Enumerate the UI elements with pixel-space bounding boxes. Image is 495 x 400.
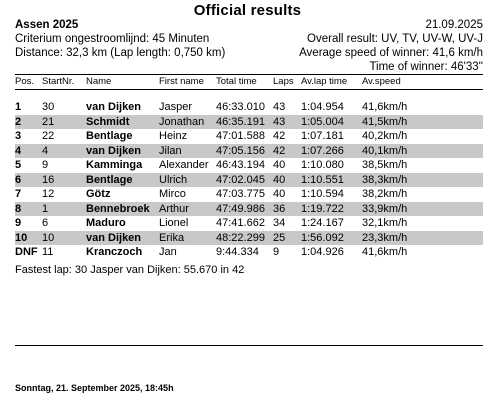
table-row bbox=[15, 158, 483, 173]
cell-pos: 8 bbox=[15, 202, 22, 215]
cell-pos: 10 bbox=[15, 231, 28, 244]
cell-nr: 22 bbox=[42, 130, 55, 142]
cell-avlap: 1:07.266 bbox=[301, 144, 344, 157]
cell-avspeed: 38,5km/h bbox=[362, 159, 408, 171]
cell-total: 46:35.191 bbox=[216, 115, 265, 128]
column-headers bbox=[15, 75, 483, 89]
cell-laps: 43 bbox=[273, 101, 286, 113]
cell-pos: 2 bbox=[15, 115, 22, 128]
cell-avlap: 1:10.551 bbox=[301, 173, 344, 186]
table-row bbox=[15, 187, 483, 202]
cell-laps: 40 bbox=[273, 173, 286, 186]
overall-result: Overall result: UV, TV, UV-W, UV-J bbox=[307, 33, 483, 45]
cell-avlap: 1:05.004 bbox=[301, 115, 344, 128]
cell-first: Jilan bbox=[159, 144, 182, 157]
cell-nr: 12 bbox=[42, 188, 55, 200]
col-av-lap-time: Av.lap time bbox=[301, 76, 348, 87]
cell-avlap: 1:04.926 bbox=[301, 246, 344, 258]
cell-first: Arthur bbox=[159, 202, 189, 215]
cell-laps: 25 bbox=[273, 231, 286, 244]
cell-nr: 4 bbox=[42, 144, 49, 157]
cell-avlap: 1:56.092 bbox=[301, 231, 344, 244]
cell-name: van Dijken bbox=[86, 101, 142, 113]
cell-pos: 5 bbox=[15, 159, 22, 171]
cell-name: Bennebroek bbox=[86, 202, 150, 215]
col-total-time: Total time bbox=[216, 76, 257, 87]
cell-name: Maduro bbox=[86, 217, 126, 229]
cell-first: Heinz bbox=[159, 130, 188, 142]
cell-avspeed: 38,2km/h bbox=[362, 188, 408, 200]
cell-first: Erika bbox=[159, 231, 185, 244]
cell-avlap: 1:10.594 bbox=[301, 188, 344, 200]
cell-laps: 36 bbox=[273, 202, 286, 215]
cell-pos: 9 bbox=[15, 217, 22, 229]
table-row bbox=[15, 173, 483, 188]
cell-avspeed: 32,1km/h bbox=[362, 217, 408, 229]
cell-laps: 40 bbox=[273, 188, 286, 200]
cell-avspeed: 23,3km/h bbox=[362, 231, 408, 244]
cell-first: Jan bbox=[159, 246, 177, 258]
cell-total: 47:41.662 bbox=[216, 217, 265, 229]
cell-total: 47:05.156 bbox=[216, 144, 265, 157]
cell-total: 47:01.588 bbox=[216, 130, 265, 142]
col-first-name: First name bbox=[159, 76, 204, 87]
cell-total: 46:43.194 bbox=[216, 159, 265, 171]
fastest-lap: Fastest lap: 30 Jasper van Dijken: 55.670 in 42 bbox=[15, 264, 245, 276]
cell-nr: 11 bbox=[42, 246, 54, 258]
cell-first: Alexander bbox=[159, 159, 209, 171]
cell-total: 9:44.334 bbox=[216, 246, 259, 258]
col-av-speed: Av.speed bbox=[362, 76, 401, 87]
table-row bbox=[15, 100, 483, 115]
table-row bbox=[15, 216, 483, 231]
cell-avspeed: 38,3km/h bbox=[362, 173, 408, 186]
average-speed-winner: Average speed of winner: 41,6 km/h bbox=[299, 47, 483, 59]
cell-pos: 3 bbox=[15, 130, 22, 142]
cell-nr: 21 bbox=[42, 115, 55, 128]
cell-name: Bentlage bbox=[86, 173, 133, 186]
cell-name: Schmidt bbox=[86, 115, 130, 128]
cell-pos: 7 bbox=[15, 188, 22, 200]
cell-nr: 16 bbox=[42, 173, 55, 186]
cell-total: 46:33.010 bbox=[216, 101, 265, 113]
cell-name: van Dijken bbox=[86, 144, 142, 157]
header-bottom-rule bbox=[15, 89, 483, 90]
cell-first: Mirco bbox=[159, 188, 186, 200]
cell-nr: 9 bbox=[42, 159, 49, 171]
cell-pos: 4 bbox=[15, 144, 22, 157]
cell-nr: 1 bbox=[42, 202, 49, 215]
page-title: Official results bbox=[193, 2, 302, 19]
table-row bbox=[15, 245, 483, 260]
cell-avspeed: 33,9km/h bbox=[362, 202, 408, 215]
table-row bbox=[15, 129, 483, 144]
cell-first: Jasper bbox=[159, 101, 193, 113]
race-description: Criterium ongestroomlijnd: 45 Minuten bbox=[15, 33, 210, 45]
col-name: Name bbox=[86, 76, 112, 87]
cell-laps: 42 bbox=[273, 130, 286, 142]
cell-avspeed: 40,2km/h bbox=[362, 130, 408, 142]
cell-nr: 30 bbox=[42, 101, 55, 113]
col-pos: Pos. bbox=[15, 76, 35, 87]
cell-total: 47:49.986 bbox=[216, 202, 265, 215]
cell-name: Götz bbox=[86, 188, 111, 200]
cell-avlap: 1:19.722 bbox=[301, 202, 344, 215]
cell-first: Lionel bbox=[159, 217, 189, 229]
cell-avlap: 1:10.080 bbox=[301, 159, 344, 171]
cell-avlap: 1:24.167 bbox=[301, 217, 344, 229]
print-timestamp: Sonntag, 21. September 2025, 18:45h bbox=[15, 383, 174, 393]
cell-name: Kamminga bbox=[86, 159, 143, 171]
cell-total: 47:02.045 bbox=[216, 173, 265, 186]
cell-name: Kranczoch bbox=[86, 246, 143, 258]
cell-pos: 6 bbox=[15, 173, 22, 186]
event-name: Assen 2025 bbox=[15, 19, 79, 31]
cell-name: Bentlage bbox=[86, 130, 133, 142]
col-startnr: StartNr. bbox=[42, 76, 75, 87]
results-table bbox=[15, 100, 483, 260]
cell-nr: 6 bbox=[42, 217, 49, 229]
cell-laps: 40 bbox=[273, 159, 286, 171]
event-date: 21.09.2025 bbox=[425, 19, 483, 31]
cell-laps: 9 bbox=[273, 246, 280, 258]
cell-avlap: 1:07.181 bbox=[301, 130, 344, 142]
cell-name: van Dijken bbox=[86, 231, 142, 244]
col-laps: Laps bbox=[273, 76, 294, 87]
cell-pos: DNF bbox=[15, 246, 38, 258]
cell-laps: 34 bbox=[273, 217, 286, 229]
cell-avspeed: 41,6km/h bbox=[362, 246, 408, 258]
table-row bbox=[15, 231, 483, 246]
cell-first: Ulrich bbox=[159, 173, 188, 186]
cell-avlap: 1:04.954 bbox=[301, 101, 344, 113]
cell-avspeed: 40,1km/h bbox=[362, 144, 408, 157]
cell-avspeed: 41,5km/h bbox=[362, 115, 408, 128]
cell-pos: 1 bbox=[15, 101, 22, 113]
cell-nr: 10 bbox=[42, 231, 55, 244]
table-row bbox=[15, 144, 483, 159]
cell-laps: 43 bbox=[273, 115, 286, 128]
cell-total: 48:22.299 bbox=[216, 231, 265, 244]
table-row bbox=[15, 115, 483, 130]
distance-info: Distance: 32,3 km (Lap length: 0,750 km) bbox=[15, 47, 226, 59]
cell-avspeed: 41,6km/h bbox=[362, 101, 408, 113]
footer-rule bbox=[15, 345, 483, 346]
cell-total: 47:03.775 bbox=[216, 188, 265, 200]
cell-laps: 42 bbox=[273, 144, 286, 157]
cell-first: Jonathan bbox=[159, 115, 205, 128]
time-of-winner: Time of winner: 46'33'' bbox=[369, 61, 483, 73]
table-row bbox=[15, 202, 483, 217]
